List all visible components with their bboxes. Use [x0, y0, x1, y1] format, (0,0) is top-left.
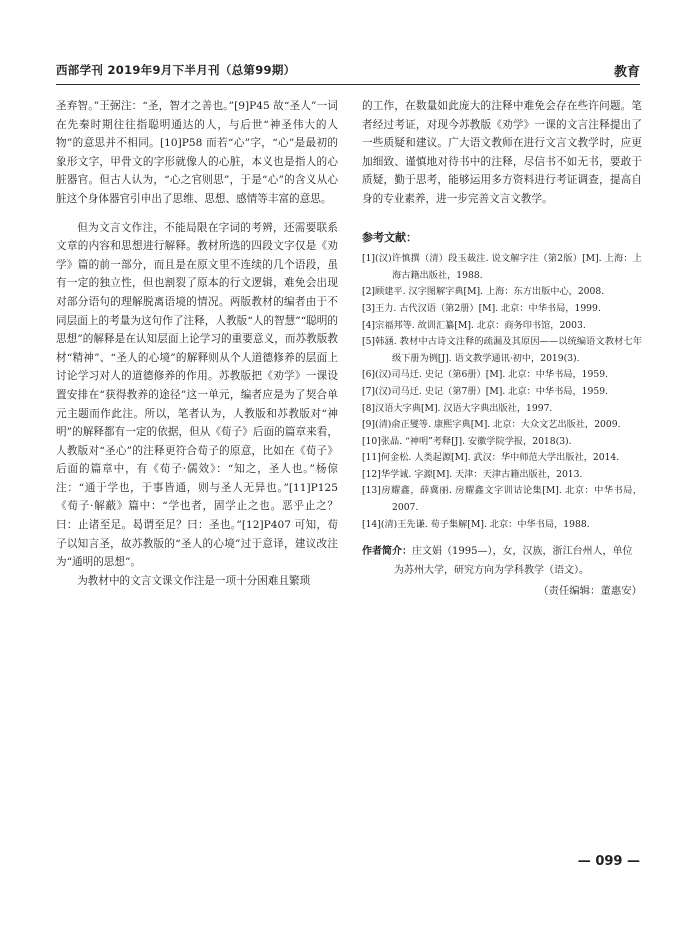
body-paragraph: 圣弃智。”王弼注：“圣，智才之善也。”[9]P45 故“圣人”一词在先秦时期往往指聪明通达的人，与后世“神圣伟大的人物”的意思并不相同。[10]P58 而若“心”字，“心”是最初的象形文字，甲骨文的字形就像人的心脏，本义也是指人的心脏器官。但古人认为，“心之官则思”，于是“心”的含义从心脏这个身体器官引申出了思维、思想、感情等丰富的意思。: [56, 100, 338, 205]
references-heading: 参考文献：: [362, 230, 417, 244]
reference-item: [4]宗福邦等. 故训汇纂[M]. 北京：商务印书馆，2003.: [362, 319, 586, 331]
body-paragraph: 为教材中的文言文课文作注是一项十分困难且繁琐: [77, 574, 311, 587]
author-bio-line2: 为苏州大学，研究方向为学科教学（语文）。: [394, 564, 589, 576]
author-bio-label: 作者简介：: [362, 546, 412, 558]
reference-item: [9](清)俞正燮等. 康熙字典[M]. 北京：大众文艺出版社，2009.: [362, 419, 621, 431]
author-bio-line1: 庄文娟（1995—），女，汉族，浙江台州人，单位: [412, 546, 633, 558]
reference-item: [5]韩涵. 教材中古诗文注释的疏漏及其原因——以统编语文教材七年级下册为例[J]. 语文教学通讯·初中，2019(3).: [362, 336, 642, 364]
paragraph-spacer: [56, 209, 338, 219]
reference-item: [11]何金松. 人类起源[M]. 武汉：华中师范大学出版社，2014.: [362, 452, 620, 464]
reference-item: [10]张晶. “神明”考释[J]. 安徽学院学报，2018(3).: [362, 435, 572, 447]
reference-item: [3]王力. 古代汉语（第2册）[M]. 北京：中华书局，1999.: [362, 302, 601, 314]
journal-title: 西部学刊 2019年9月下半月刊（总第99期）: [56, 63, 296, 77]
reference-item: [14](清)王先谦. 荀子集解[M]. 北京：中华书局，1988.: [362, 518, 590, 530]
reference-item: [2]顾建平. 汉字图解字典[M]. 上海：东方出版中心，2008.: [362, 286, 605, 298]
body-paragraph: 但为文言文作注，不能局限在字词的考辨，还需要联系文章的内容和思想进行解释。教材所选的四段文字仅是《劝学》篇的前一部分，而且是在原文里不连续的几个语段，虽有一定的独立性，但也割裂了原本的行文逻辑，难免会出现对部分语句的理解脱离语境的情况。两版教材的编者由于不同层面上的考量为这句作了注释，人教版“人的智慧”“聪明的思想”的解释是在认知层面上论学习的重要意义，而苏教版教材“精神”、“圣人的心境”的解释则从个人道德修养的层面上讨论学习对人的道德修养的作用。苏教版把《劝学》一课设置安排在“获得教养的途径”这一单元，编者应是为了契合单元主题而作此注。所以，笔者认为，人教版和苏教版对“神明”的解释都有一定的依据，但从《荀子》后面的篇章来看，人教版对“圣心”的注释更符合荀子的原意，比如在《荀子》后面的篇章中，有《荀子·儒效》：“知之，圣人也。”杨倞注：“通于学也，于事皆通，则与圣人无异也。”[11]P125《荀子·解蔽》篇中：“学也者，固学止之也。恶乎止之？曰：止诸至足。曷谓至足？曰：圣也。”[12]P407 可知，荀子以知言圣，故苏教版的“圣人的心境”过于意译，建议改注为“通明的思想”。: [56, 221, 338, 569]
references-list: [362, 251, 642, 533]
header-divider: [56, 84, 640, 85]
author-bio: [362, 543, 642, 580]
page-number: — 099 —: [577, 854, 640, 869]
reference-item: [8]汉语大字典[M]. 汉语大字典出版社，1997.: [362, 402, 553, 414]
reference-item: [12]华学诚. 字源[M]. 天津：天津古籍出版社，2013.: [362, 468, 583, 480]
reference-item: [6](汉)司马迁. 史记（第6册）[M]. 北京：中华书局，1959.: [362, 369, 608, 381]
right-column: [362, 97, 642, 601]
reference-item: [1](汉)许慎撰（清）段玉裁注. 说文解字注（第2版）[M]. 上海：上海古籍出版社，1988.: [362, 253, 642, 281]
body-paragraph: 的工作，在数量如此庞大的注释中难免会存在些许问题。笔者经过考证，对现今苏教版《劝学》一课的文言注释提出了一些质疑和建议。广大语文教师在进行文言文教学时，应更加细致、谨慎地对待书中的注释，尽信书不如无书，要敢于质疑，勤于思考，能够运用多方资料进行考证调查，提高自身的专业素养，进一步完善文言文教学。: [362, 100, 642, 205]
running-header: [56, 60, 640, 82]
reference-item: [13]房耀鑫，薛冀丽. 房耀鑫文字训诂论集[M]. 北京：中华书局，2007.: [362, 485, 642, 514]
editor-credit: （责任编辑：董惠安）: [538, 585, 642, 598]
section-label: 教育: [613, 65, 640, 80]
left-column: [56, 97, 338, 590]
reference-item: [7](汉)司马迁. 史记（第7册）[M]. 北京：中华书局，1959.: [362, 385, 608, 397]
